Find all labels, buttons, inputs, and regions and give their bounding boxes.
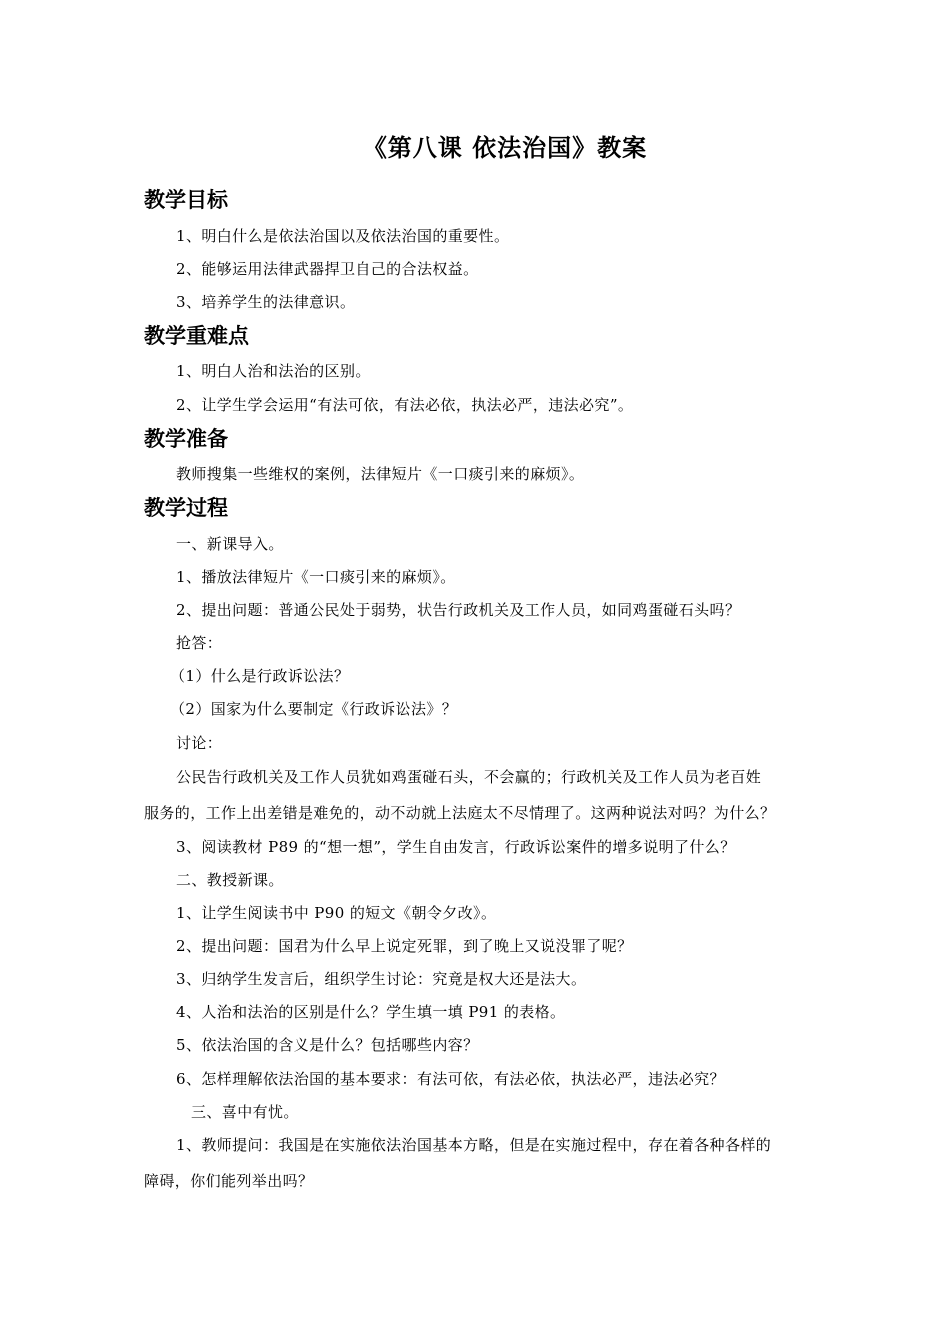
process-item: 3、阅读教材 P89 的“想一想”，学生自由发言，行政诉讼案件的增多说明了什么？ xyxy=(176,838,736,856)
process-item: 二、教授新课。 xyxy=(176,871,284,889)
section-heading-goals: 教学目标 xyxy=(144,188,228,212)
process-item: 公民告行政机关及工作人员犹如鸡蛋碰石头，不会赢的；行政机关及工作人员为老百姓 xyxy=(176,768,762,786)
process-item: 3、归纳学生发言后，组织学生讨论：究竟是权大还是法大。 xyxy=(176,970,587,988)
section-heading-process: 教学过程 xyxy=(144,496,228,520)
goal-item: 3、培养学生的法律意识。 xyxy=(176,293,356,311)
process-item: （1）什么是行政诉讼法？ xyxy=(170,667,350,685)
process-item: 5、依法治国的含义是什么？包括哪些内容？ xyxy=(176,1036,479,1054)
process-item: 服务的，工作上出差错是难免的，动不动就上法庭太不尽情理了。这两种说法对吗？为什么？ xyxy=(144,804,776,822)
document-title: 《第八课 依法治国》教案 xyxy=(362,134,648,162)
process-item: 三、喜中有忧。 xyxy=(191,1103,299,1121)
process-item: 讨论： xyxy=(176,734,223,752)
goal-item: 2、能够运用法律武器捍卫自己的合法权益。 xyxy=(176,260,479,278)
process-item: 障碍，你们能列举出吗？ xyxy=(144,1172,314,1190)
section-heading-key-points: 教学重难点 xyxy=(144,324,249,348)
process-item: 2、提出问题：国君为什么早上说定死罪，到了晚上又说没罪了呢？ xyxy=(176,937,633,955)
process-item: 6、怎样理解依法治国的基本要求：有法可依，有法必依，执法必严，违法必究？ xyxy=(176,1070,725,1088)
key-point-item: 2、让学生学会运用“有法可依，有法必依，执法必严，违法必究”。 xyxy=(176,396,634,414)
process-item: 一、新课导入。 xyxy=(176,535,284,553)
process-item: （2）国家为什么要制定《行政诉讼法》？ xyxy=(170,700,458,718)
goal-item: 1、明白什么是依法治国以及依法治国的重要性。 xyxy=(176,227,510,245)
process-item: 2、提出问题：普通公民处于弱势，状告行政机关及工作人员，如同鸡蛋碰石头吗？ xyxy=(176,601,741,619)
process-item: 1、让学生阅读书中 P90 的短文《朝令夕改》。 xyxy=(176,904,497,922)
process-item: 1、播放法律短片《一口痰引来的麻烦》。 xyxy=(176,568,456,586)
section-heading-preparation: 教学准备 xyxy=(144,427,228,451)
process-item: 抢答： xyxy=(176,634,223,652)
preparation-item: 教师搜集一些维权的案例，法律短片《一口痰引来的麻烦》。 xyxy=(176,465,585,483)
key-point-item: 1、明白人治和法治的区别。 xyxy=(176,362,371,380)
process-item: 4、人治和法治的区别是什么？学生填一填 P91 的表格。 xyxy=(176,1003,566,1021)
process-item: 1、教师提问：我国是在实施依法治国基本方略，但是在实施过程中，存在着各种各样的 xyxy=(176,1136,772,1154)
